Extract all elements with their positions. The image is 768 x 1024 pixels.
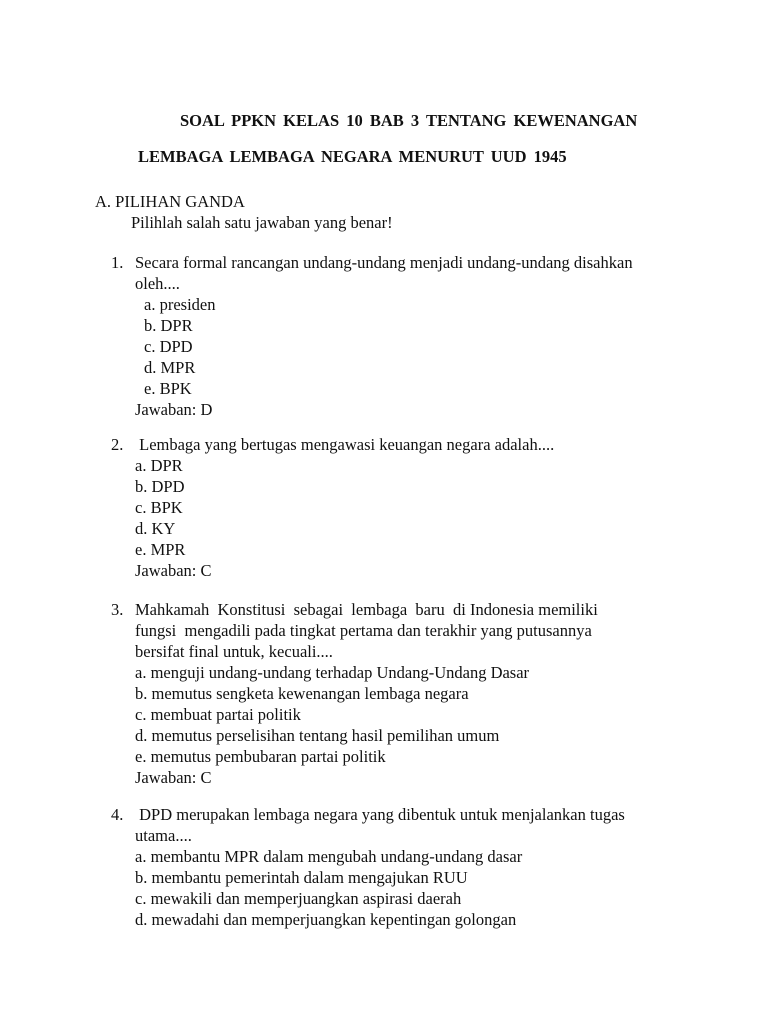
question-1 xyxy=(111,252,711,420)
option-a: a. membantu MPR dalam mengubah undang-undang dasar xyxy=(135,847,523,866)
question-number: 3. xyxy=(111,600,124,619)
answer-key: Jawaban: D xyxy=(135,400,213,419)
option-b: b. memutus sengketa kewenangan lembaga negara xyxy=(135,684,469,703)
option-e: e. memutus pembubaran partai politik xyxy=(135,747,386,766)
option-b: b. membantu pemerintah dalam mengajukan RUU xyxy=(135,868,468,887)
option-d: d. KY xyxy=(135,519,176,538)
section-instruction: Pilihlah salah satu jawaban yang benar! xyxy=(131,213,393,232)
question-text-continued: utama.... xyxy=(135,826,192,845)
option-c: c. DPD xyxy=(144,337,193,356)
option-e: e. BPK xyxy=(144,379,192,398)
question-text-continued: oleh.... xyxy=(135,274,180,293)
question-text: Lembaga yang bertugas mengawasi keuangan negara adalah.... xyxy=(135,435,555,454)
question-text: DPD merupakan lembaga negara yang dibentuk untuk menjalankan tugas xyxy=(135,805,625,824)
document-title-line-2: LEMBAGA LEMBAGA NEGARA MENURUT UUD 1945 xyxy=(138,147,567,166)
option-c: c. BPK xyxy=(135,498,183,517)
question-number: 4. xyxy=(111,805,124,824)
option-c: c. mewakili dan memperjuangkan aspirasi daerah xyxy=(135,889,462,908)
question-3 xyxy=(111,599,711,788)
option-a: a. presiden xyxy=(144,295,216,314)
option-e: e. MPR xyxy=(135,540,186,559)
document-title-line-1: SOAL PPKN KELAS 10 BAB 3 TENTANG KEWENANGAN xyxy=(180,111,638,130)
option-d: d. memutus perselisihan tentang hasil pemilihan umum xyxy=(135,726,500,745)
question-text-continued: fungsi mengadili pada tingkat pertama dan terakhir yang putusannya xyxy=(135,621,592,640)
question-2 xyxy=(111,434,711,581)
question-text: Mahkamah Konstitusi sebagai lembaga baru di Indonesia memiliki xyxy=(135,600,598,619)
option-b: b. DPD xyxy=(135,477,185,496)
question-4 xyxy=(111,804,711,930)
question-text: Secara formal rancangan undang-undang menjadi undang-undang disahkan xyxy=(135,253,633,272)
question-number: 2. xyxy=(111,435,124,454)
answer-key: Jawaban: C xyxy=(135,561,212,580)
option-a: a. DPR xyxy=(135,456,183,475)
option-b: b. DPR xyxy=(144,316,193,335)
answer-key: Jawaban: C xyxy=(135,768,212,787)
option-c: c. membuat partai politik xyxy=(135,705,301,724)
option-d: d. MPR xyxy=(144,358,196,377)
option-a: a. menguji undang-undang terhadap Undang-Undang Dasar xyxy=(135,663,530,682)
question-number: 1. xyxy=(111,253,124,272)
option-d: d. mewadahi dan memperjuangkan kepentingan golongan xyxy=(135,910,517,929)
section-heading: A. PILIHAN GANDA xyxy=(95,192,245,211)
question-text-continued: bersifat final untuk, kecuali.... xyxy=(135,642,333,661)
